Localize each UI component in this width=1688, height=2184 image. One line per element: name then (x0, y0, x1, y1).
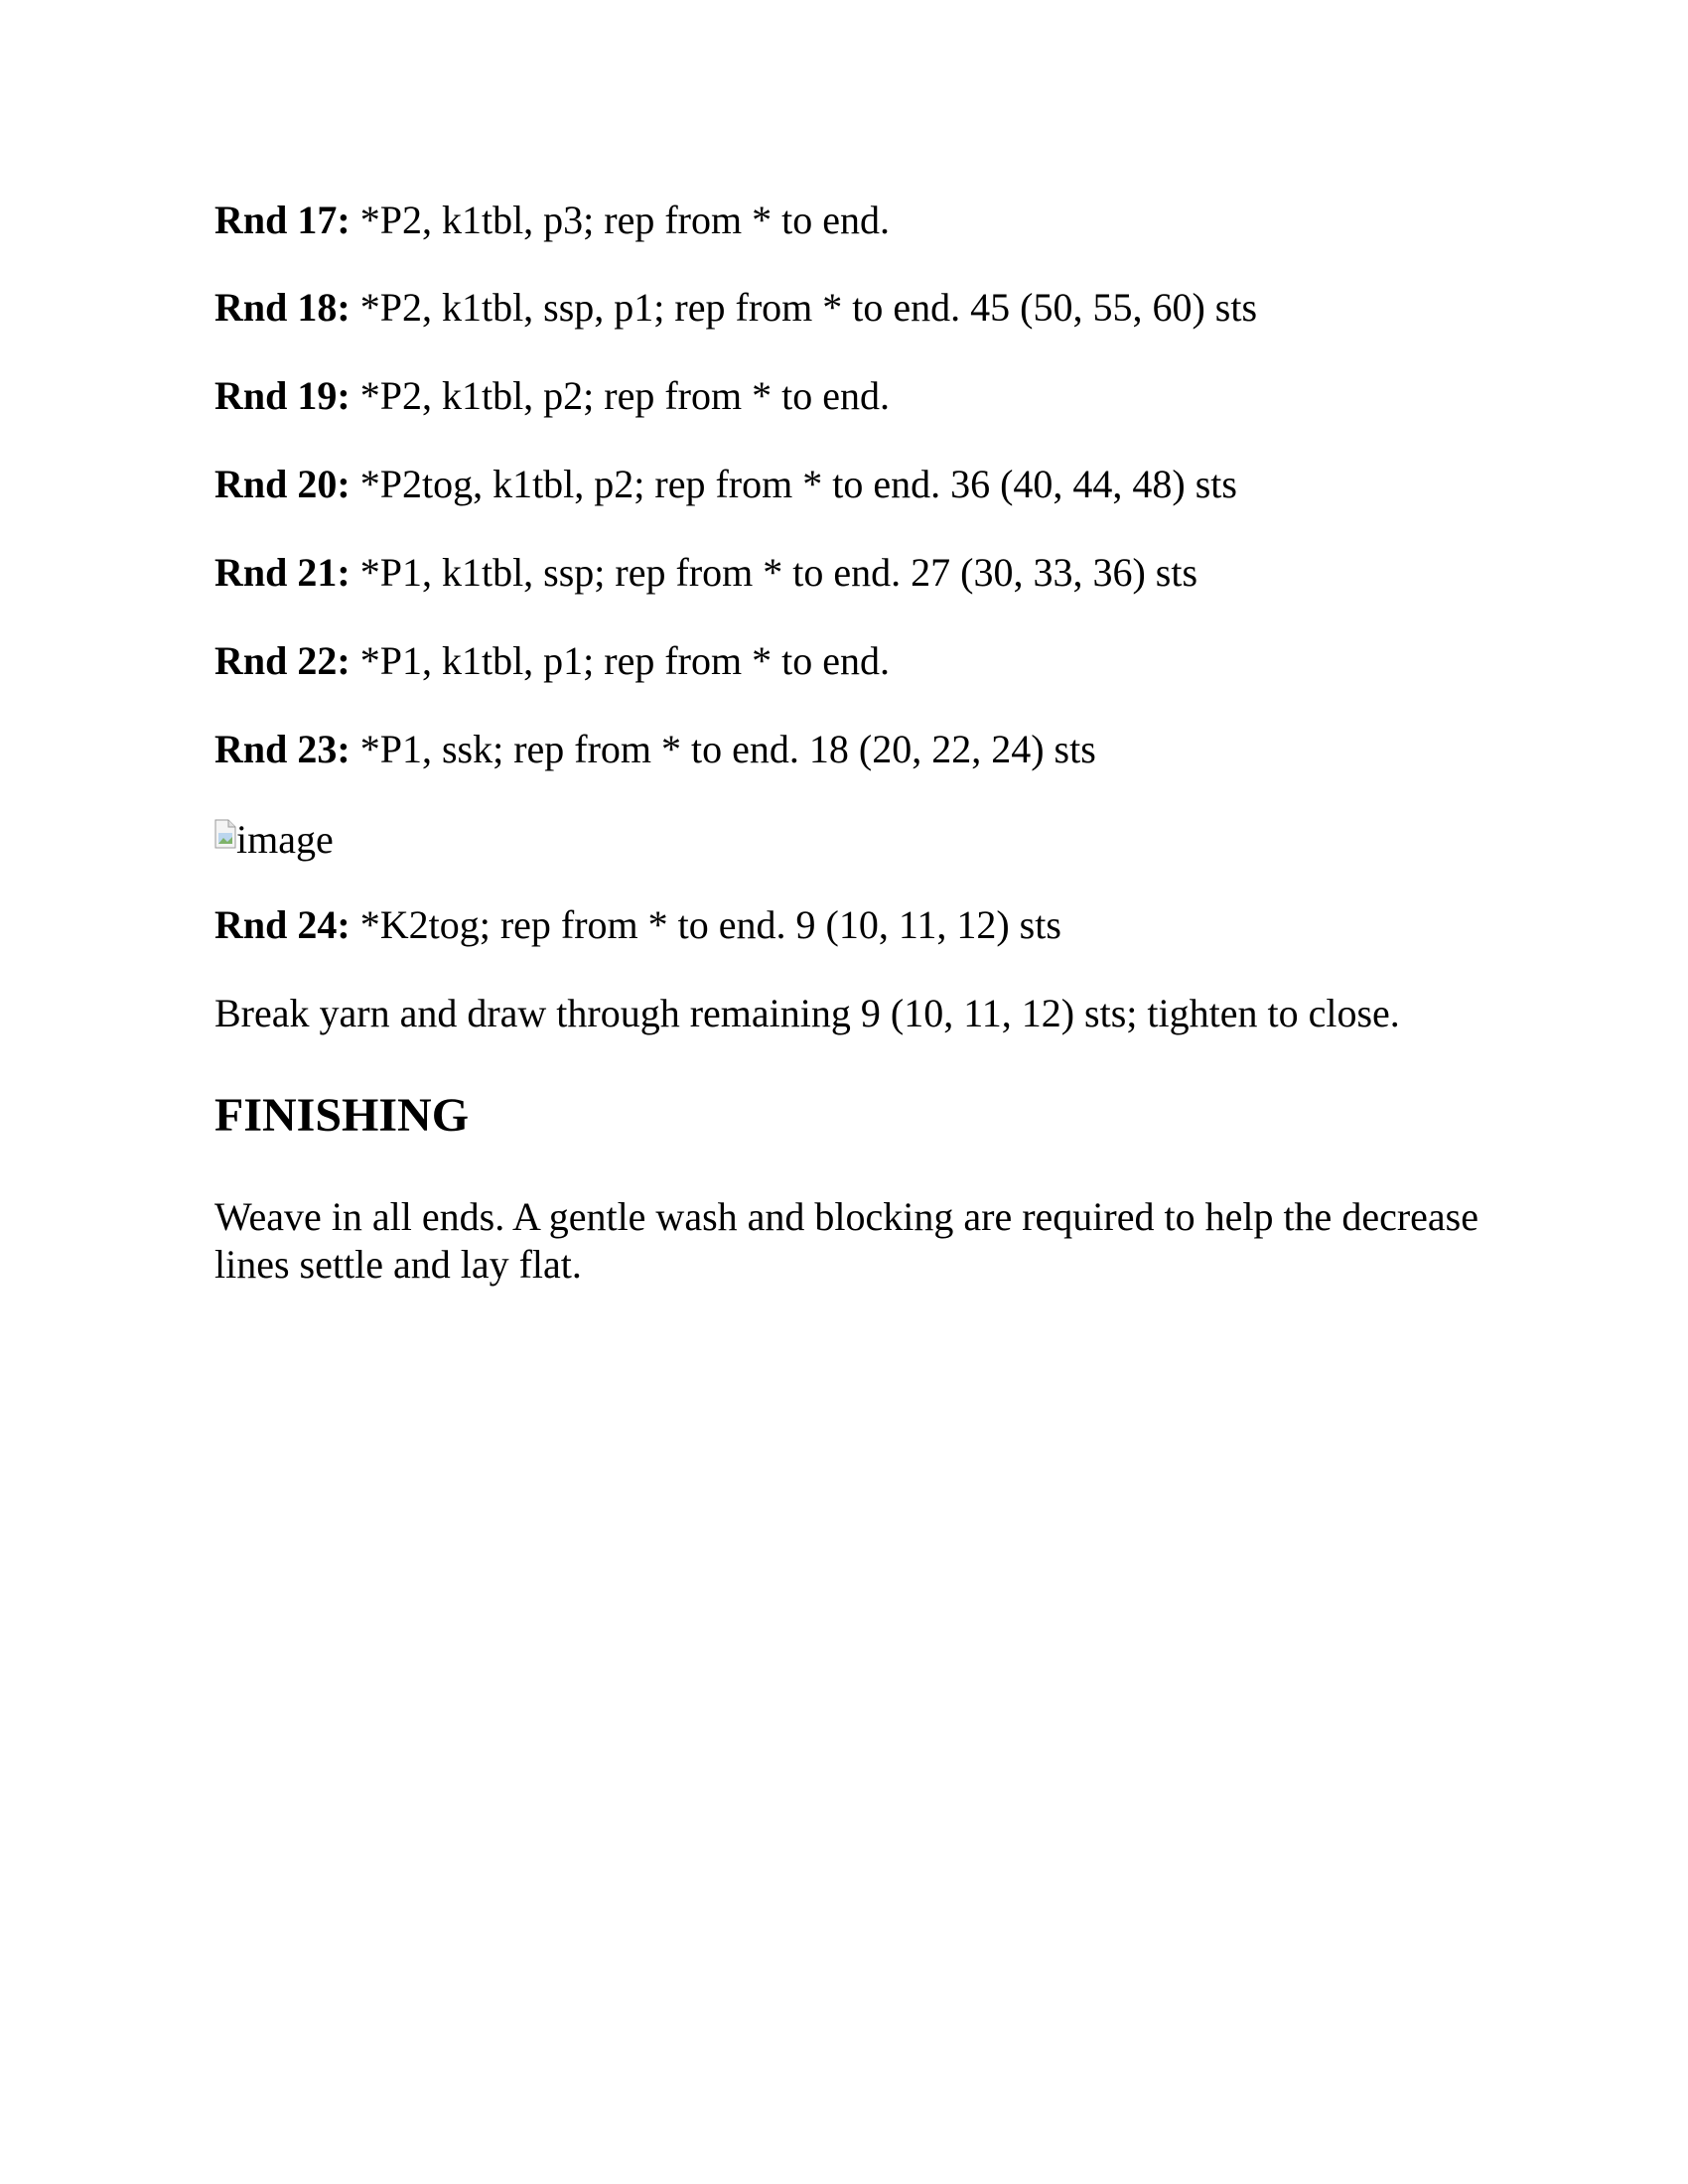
image-alt-text: image (236, 817, 334, 862)
round-label: Rnd 23: (214, 727, 351, 771)
round-24-line (214, 901, 1061, 949)
round-label: Rnd 20: (214, 462, 351, 506)
broken-image (214, 816, 334, 864)
round-23-line (214, 726, 1096, 773)
round-instruction: *P1, ssk; rep from * to end. 18 (20, 22, 24) sts (350, 727, 1096, 771)
round-label: Rnd 19: (214, 373, 351, 418)
finishing-heading: FINISHING (214, 1089, 470, 1142)
round-21-line (214, 549, 1197, 597)
round-19-line (214, 372, 890, 420)
round-instruction: *P2, k1tbl, p2; rep from * to end. (350, 373, 890, 418)
round-instruction: *K2tog; rep from * to end. 9 (10, 11, 12) sts (350, 902, 1061, 947)
round-22-line (214, 637, 890, 685)
round-instruction: *P2tog, k1tbl, p2; rep from * to end. 36 (40, 44, 48) sts (350, 462, 1237, 506)
round-18-line (214, 284, 1257, 332)
finishing-paragraph: Weave in all ends. A gentle wash and blocking are required to help the decrease lines settle and lay flat. (214, 1194, 1478, 1287)
round-label: Rnd 24: (214, 902, 351, 947)
round-label: Rnd 22: (214, 638, 351, 683)
round-label: Rnd 21: (214, 550, 351, 595)
round-label: Rnd 17: (214, 198, 351, 242)
broken-image-icon (214, 819, 236, 849)
round-20-line (214, 461, 1237, 508)
round-instruction: *P2, k1tbl, ssp, p1; rep from * to end. 45 (50, 55, 60) sts (350, 285, 1258, 330)
round-instruction: *P1, k1tbl, p1; rep from * to end. (350, 638, 890, 683)
round-instruction: *P2, k1tbl, p3; rep from * to end. (350, 198, 890, 242)
round-17-line (214, 197, 890, 244)
closing-instruction: Break yarn and draw through remaining 9 (10, 11, 12) sts; tighten to close. (214, 991, 1400, 1035)
round-label: Rnd 18: (214, 285, 351, 330)
round-instruction: *P1, k1tbl, ssp; rep from * to end. 27 (30, 33, 36) sts (350, 550, 1198, 595)
